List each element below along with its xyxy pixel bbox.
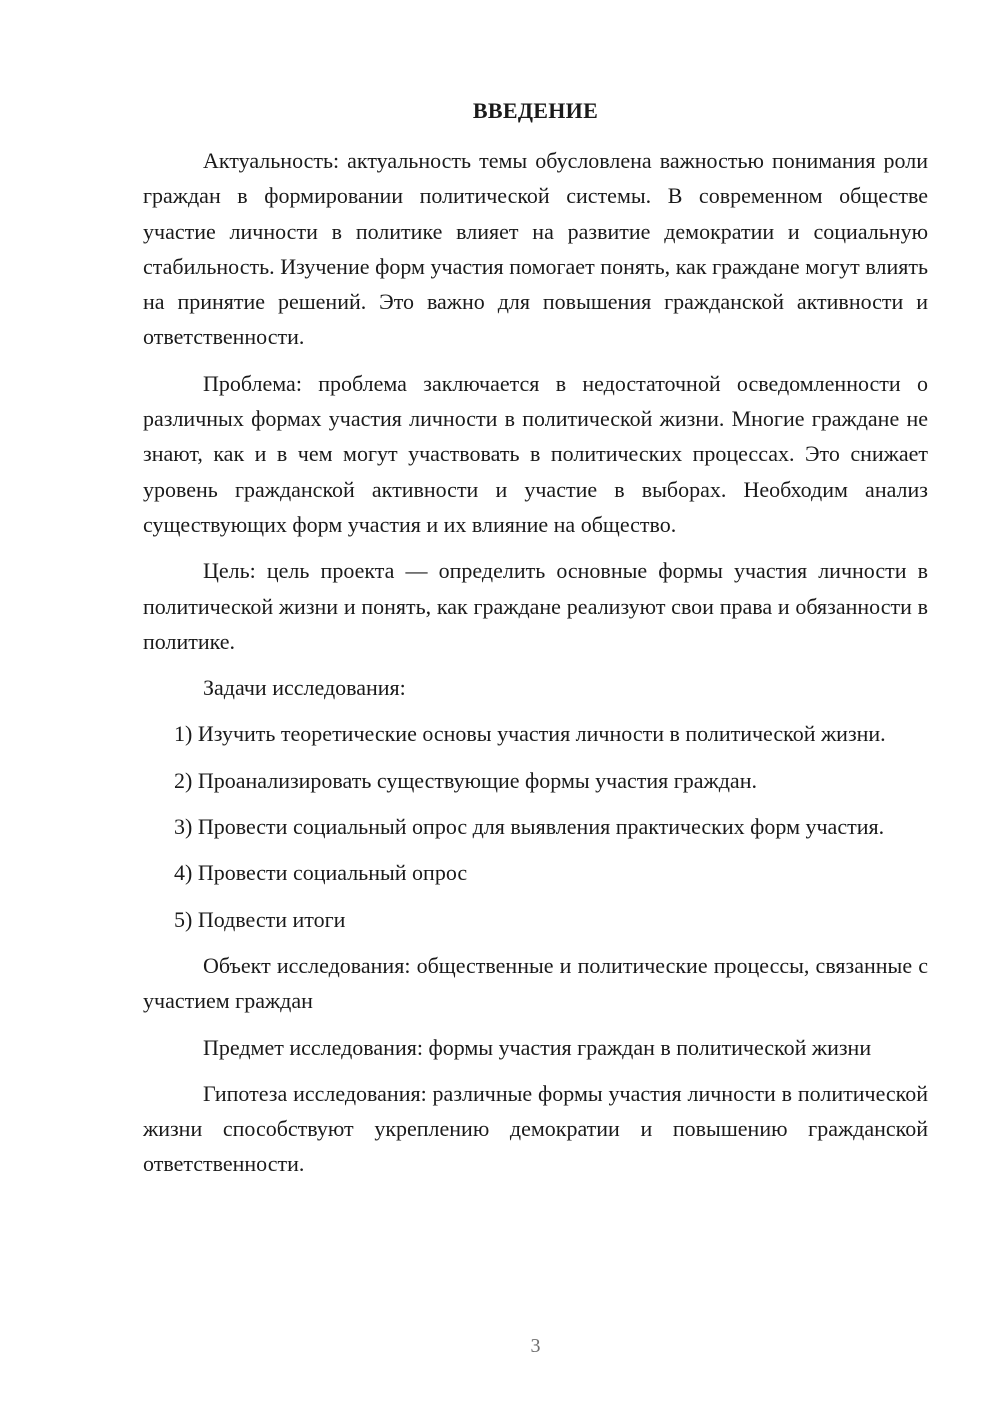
paragraph-goal: Цель: цель проекта — определить основные формы участия личности в политической жизни и понять, как граждане реализуют свои права и обязанности в политике. (143, 558, 928, 654)
task-item-3: 3) Провести социальный опрос для выявления практических форм участия. (174, 814, 885, 840)
paragraph-relevance: Актуальность: актуальность темы обусловлена важностью понимания роли граждан в формировании политической системы. В современном обществе участие личности в политике влияет на развитие демократии и социальную стабильность. Изучение форм участия помогает понять, как граждане могут влиять на принятие решений. Это важно для повышения гражданской активности и ответственности. (143, 148, 928, 350)
task-item-1: 1) Изучить теоретические основы участия личности в политической жизни. (174, 721, 886, 747)
paragraph-tasks-heading: Задачи исследования: (203, 675, 406, 701)
document-page (143, 0, 928, 1414)
paragraph-subject: Предмет исследования: формы участия граждан в политической жизни (203, 1034, 872, 1060)
paragraph-hypothesis: Гипотеза исследования: различные формы участия личности в политической жизни способствуют укреплению демократии и повышению гражданской ответственности. (143, 1080, 928, 1177)
paragraph-problem: Проблема: проблема заключается в недостаточной осведомленности о различных формах участия личности в политической жизни. Многие граждане не знают, как и в чем могут участвовать в политических процессах. Это снижает уровень гражданской активности и участие в выборах. Необходим анализ существующих форм участия и их влияние на общество. (143, 370, 928, 537)
task-item-5: 5) Подвести итоги (174, 906, 346, 932)
task-item-4: 4) Провести социальный опрос (174, 860, 468, 886)
task-item-2: 2) Проанализировать существующие формы участия граждан. (174, 767, 757, 793)
document-body (143, 143, 928, 1193)
paragraph-object: Объект исследования: общественные и политические процессы, связанные с участием граждан (143, 952, 928, 1014)
section-title: ВВЕДЕНИЕ (472, 98, 599, 123)
page-number: 3 (530, 1335, 541, 1357)
